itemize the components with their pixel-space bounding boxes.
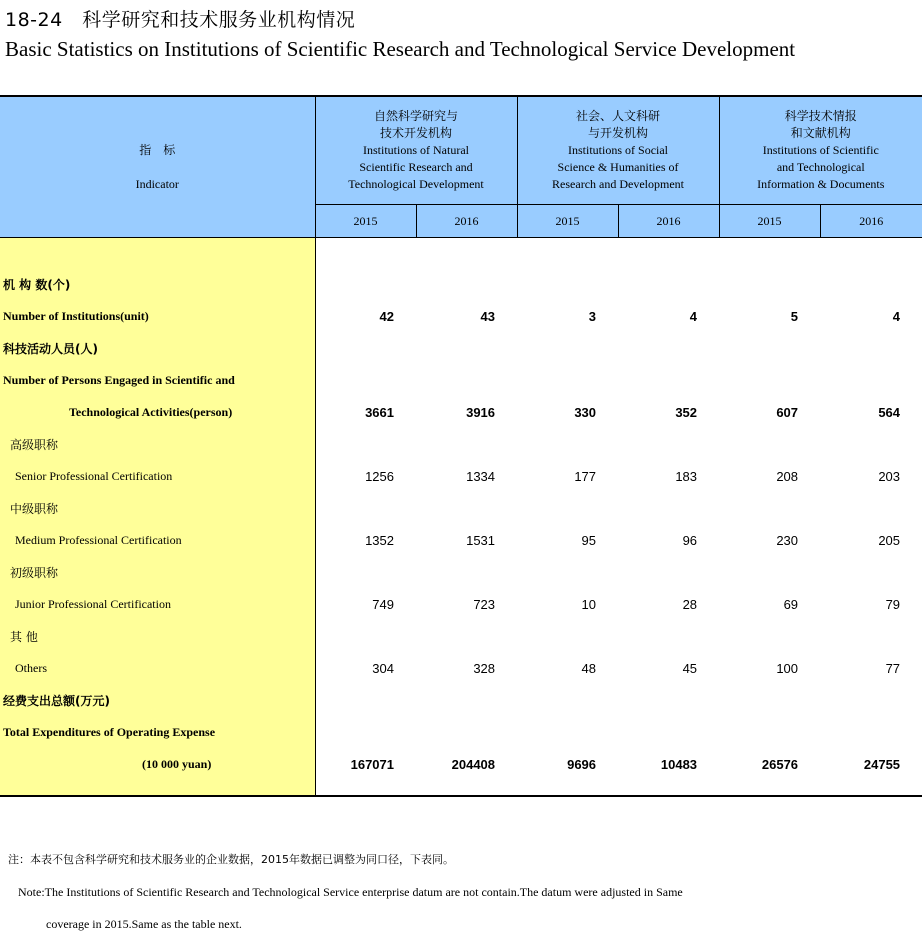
year-header: 2015 xyxy=(517,205,618,238)
note-en-line2: coverage in 2015.Same as the table next. xyxy=(46,917,242,931)
value-cell: 564 xyxy=(878,404,901,420)
value-cell xyxy=(416,556,517,588)
year-header: 2015 xyxy=(315,205,416,238)
value-cell: 3661 xyxy=(365,404,394,420)
value-cell xyxy=(820,620,922,652)
value-cell xyxy=(820,268,922,300)
value-cell: 4 xyxy=(892,308,901,324)
value-cell xyxy=(618,492,719,524)
value-cell xyxy=(416,684,517,716)
note-cn: 注：本表不包含科学研究和技术服务业的企业数据，2015年数据已调整为同口径，下表同。 xyxy=(8,853,454,866)
value-cell: 352 xyxy=(675,404,698,420)
year-header: 2016 xyxy=(820,205,922,238)
table-row xyxy=(0,748,922,780)
value-cell: 607 xyxy=(776,404,799,420)
value-cell xyxy=(820,332,922,364)
value-cell: 96 xyxy=(682,532,698,548)
indicator-cell xyxy=(0,238,315,269)
value-cell xyxy=(416,620,517,652)
spacer-row xyxy=(0,238,922,269)
value-cell: 79 xyxy=(885,596,901,612)
value-cell: 10 xyxy=(581,596,597,612)
value-cell: 69 xyxy=(783,596,799,612)
indicator-label: Others xyxy=(0,652,315,684)
value-cell xyxy=(618,428,719,460)
value-cell xyxy=(517,364,618,396)
value-cell: 1334 xyxy=(466,468,496,484)
year-header: 2016 xyxy=(618,205,719,238)
value-cell: 177 xyxy=(574,468,597,484)
value-cell xyxy=(416,364,517,396)
group-header-en-line: Institutions of Natural xyxy=(363,143,469,157)
table-row xyxy=(0,524,922,556)
indicator-label: Junior Professional Certification xyxy=(0,588,315,620)
value-cell: 203 xyxy=(878,468,901,484)
group-header-cn-line: 自然科学研究与 xyxy=(374,109,459,123)
value-cell xyxy=(315,716,416,748)
value-cell xyxy=(315,332,416,364)
value-cell: 208 xyxy=(776,468,799,484)
indicator-label: 其 他 xyxy=(0,620,315,652)
table-row xyxy=(0,460,922,492)
value-cell xyxy=(416,716,517,748)
page-title-en: Basic Statistics on Institutions of Scientific Research and Technological Service Development xyxy=(5,37,796,61)
value-cell xyxy=(315,620,416,652)
value-cell xyxy=(315,492,416,524)
value-cell xyxy=(719,492,820,524)
table-row xyxy=(0,652,922,684)
value-cell xyxy=(517,556,618,588)
value-cell xyxy=(820,364,922,396)
indicator-label: 机 构 数(个) xyxy=(0,268,315,300)
value-cell xyxy=(315,268,416,300)
indicator-label: 高级职称 xyxy=(0,428,315,460)
value-cell xyxy=(416,332,517,364)
group-header-cn-line: 科学技术情报 xyxy=(784,109,857,123)
value-cell: 205 xyxy=(878,532,901,548)
value-cell: 10483 xyxy=(660,756,698,772)
value-cell xyxy=(517,268,618,300)
indicator-label: 经费支出总额(万元) xyxy=(0,684,315,716)
value-cell xyxy=(820,492,922,524)
group-header-information xyxy=(719,96,922,205)
value-cell xyxy=(517,428,618,460)
indicator-header-cn: 指 标 xyxy=(139,142,176,157)
indicator-label: Technological Activities(person) xyxy=(0,396,315,428)
value-cell xyxy=(517,332,618,364)
table-row xyxy=(0,492,922,524)
value-cell xyxy=(820,684,922,716)
value-cell xyxy=(618,684,719,716)
table-row xyxy=(0,364,922,396)
value-cell: 95 xyxy=(581,532,597,548)
value-cell: 749 xyxy=(372,596,394,612)
table-row xyxy=(0,556,922,588)
indicator-label: Total Expenditures of Operating Expense xyxy=(0,716,315,748)
table-row xyxy=(0,684,922,716)
value-cell: 3 xyxy=(588,308,597,324)
table-row xyxy=(0,300,922,332)
value-cell xyxy=(315,556,416,588)
value-cell: 24755 xyxy=(863,756,901,772)
group-header-social xyxy=(517,96,719,205)
value-cell: 28 xyxy=(682,596,698,612)
group-header-natural xyxy=(315,96,517,205)
group-header-en-line: Science & Humanities of xyxy=(557,160,679,174)
indicator-label: (10 000 yuan) xyxy=(0,748,315,780)
table-row xyxy=(0,428,922,460)
value-cell xyxy=(517,716,618,748)
value-cell: 167071 xyxy=(350,756,394,772)
value-cell xyxy=(719,620,820,652)
value-cell xyxy=(517,684,618,716)
year-header: 2016 xyxy=(416,205,517,238)
value-cell xyxy=(618,268,719,300)
value-cell: 100 xyxy=(776,660,799,676)
indicator-cell xyxy=(0,780,315,796)
value-cell xyxy=(618,716,719,748)
value-cell: 5 xyxy=(790,308,799,324)
group-header-en-line: Institutions of Social xyxy=(568,143,669,157)
value-cell xyxy=(618,620,719,652)
note-en-line1: Note:The Institutions of Scientific Research and Technological Service enterprise datum are not contain.The datum were adjusted in Same xyxy=(18,885,683,899)
value-cell: 204408 xyxy=(451,756,496,772)
value-cell: 42 xyxy=(379,308,394,324)
value-cell: 304 xyxy=(372,660,394,676)
table-row xyxy=(0,716,922,748)
indicator-label: 中级职称 xyxy=(0,492,315,524)
statistics-table xyxy=(0,95,922,797)
value-cell: 26576 xyxy=(761,756,799,772)
value-cell: 230 xyxy=(776,532,799,548)
year-header: 2015 xyxy=(719,205,820,238)
indicator-label: 科技活动人员(人) xyxy=(0,332,315,364)
group-header-en-line: Information & Documents xyxy=(757,177,885,191)
indicator-label: Number of Persons Engaged in Scientific and xyxy=(0,364,315,396)
value-cell xyxy=(719,364,820,396)
value-cell: 45 xyxy=(682,660,698,676)
indicator-label: Senior Professional Certification xyxy=(0,460,315,492)
indicator-header-en: Indicator xyxy=(135,176,179,191)
indicator-header xyxy=(0,96,315,238)
indicator-label: Medium Professional Certification xyxy=(0,524,315,556)
indicator-label: 初级职称 xyxy=(0,556,315,588)
group-header-cn-line: 社会、人文科研 xyxy=(576,109,661,123)
value-cell xyxy=(719,268,820,300)
value-cell: 9696 xyxy=(567,756,597,772)
table-row xyxy=(0,332,922,364)
value-cell xyxy=(820,556,922,588)
value-cell xyxy=(517,620,618,652)
value-cell xyxy=(719,684,820,716)
group-header-cn-line: 和文献机构 xyxy=(790,126,851,140)
value-cell xyxy=(719,716,820,748)
value-cell xyxy=(719,332,820,364)
table-row xyxy=(0,620,922,652)
spacer-row xyxy=(0,780,922,796)
value-cell: 1352 xyxy=(365,532,394,548)
value-cell: 328 xyxy=(473,660,496,676)
page-title-cn: 18-24 科学研究和技术服务业机构情况 xyxy=(5,9,356,31)
value-cell xyxy=(315,428,416,460)
value-cell xyxy=(719,428,820,460)
table-row xyxy=(0,396,922,428)
value-cell: 77 xyxy=(885,660,901,676)
group-header-cn-line: 技术开发机构 xyxy=(380,126,453,140)
group-header-en-line: Institutions of Scientific xyxy=(762,143,879,157)
group-header-en-line: and Technological xyxy=(776,160,865,174)
group-header-en-line: Technological Development xyxy=(348,177,484,191)
table-row xyxy=(0,588,922,620)
value-cell: 4 xyxy=(689,308,698,324)
value-cell xyxy=(618,364,719,396)
value-cell: 1531 xyxy=(466,532,496,548)
value-cell xyxy=(719,556,820,588)
value-cell: 183 xyxy=(675,468,698,484)
value-cell: 1256 xyxy=(365,468,394,484)
group-header-en-line: Research and Development xyxy=(552,177,684,191)
value-cell xyxy=(315,684,416,716)
value-cell xyxy=(820,716,922,748)
value-cell: 3916 xyxy=(466,404,496,420)
group-header-en-line: Scientific Research and xyxy=(359,160,473,174)
value-cell xyxy=(315,364,416,396)
value-cell xyxy=(416,492,517,524)
value-cell: 43 xyxy=(480,308,496,324)
indicator-label: Number of Institutions(unit) xyxy=(0,300,315,332)
group-header-cn-line: 与开发机构 xyxy=(588,126,649,140)
value-cell xyxy=(820,428,922,460)
value-cell xyxy=(618,556,719,588)
value-cell xyxy=(416,428,517,460)
value-cell: 48 xyxy=(581,660,597,676)
value-cell xyxy=(517,492,618,524)
table-row xyxy=(0,268,922,300)
value-cell: 723 xyxy=(473,596,496,612)
value-cell: 330 xyxy=(574,404,597,420)
value-cell xyxy=(618,332,719,364)
value-cell xyxy=(416,268,517,300)
